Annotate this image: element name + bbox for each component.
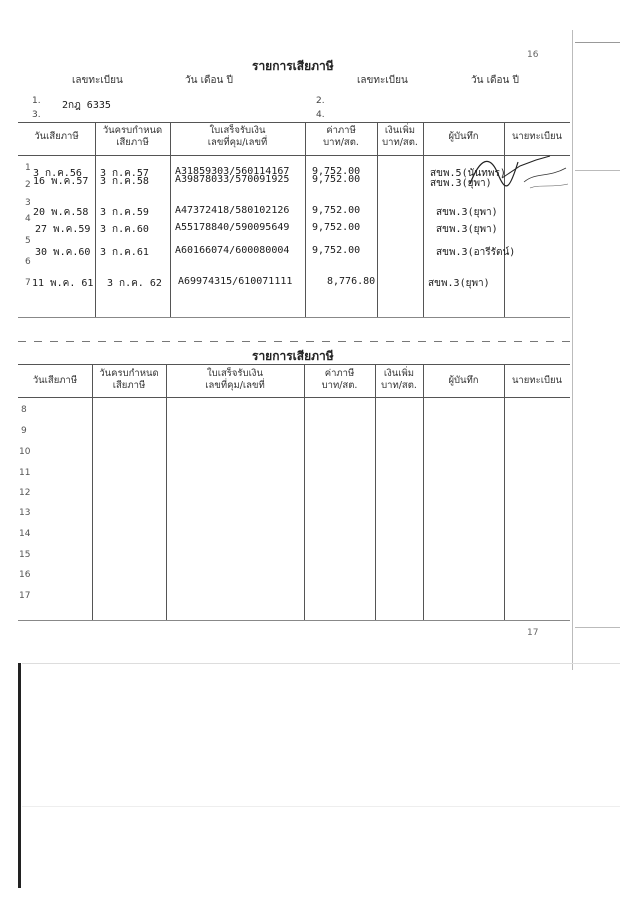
reg-entry-num: 2.	[316, 96, 325, 106]
col-header-extra: เงินเพิ่ม บาท/สต.	[382, 125, 418, 148]
row-number: 17	[19, 591, 31, 601]
scan-mark	[575, 627, 620, 628]
receipt-number: A31859303/560114167	[175, 166, 290, 177]
row-number: 3	[25, 198, 31, 208]
paid-date: 11 พ.ค. 61	[32, 278, 94, 289]
recorder: สขพ.3(ยุพา)	[428, 278, 490, 289]
right-date-label: วัน เดือน ปี	[471, 75, 519, 86]
scan-edge	[18, 663, 21, 888]
col-header-recorder: ผู้บันทึก	[448, 375, 479, 386]
scan-edge	[22, 663, 620, 664]
col-header-extra: เงินเพิ่ม บาท/สต.	[381, 368, 417, 391]
row-number: 6	[25, 257, 31, 267]
col-header-paid-date: วันเสียภาษี	[32, 375, 78, 386]
col-header-due-date: วันครบกำหนด เสียภาษี	[99, 368, 159, 391]
due-date: 3 ก.ค. 62	[107, 278, 162, 289]
row-number: 9	[21, 426, 27, 436]
col-header-tax: ค่าภาษี บาท/สต.	[321, 368, 358, 391]
tax-amount: 9,752.00	[312, 222, 361, 233]
receipt-number: A39878033/570091925	[175, 174, 290, 185]
row-number: 15	[19, 550, 31, 560]
signature-scribble	[440, 148, 570, 196]
recorder: สขพ.3(อารีรัตน์)	[436, 247, 516, 258]
scan-edge	[572, 30, 573, 670]
col-header-due-date: วันครบกำหนด เสียภาษี	[102, 125, 163, 148]
page-number-bottom: 17	[527, 628, 539, 638]
due-date: 3 ก.ค.61	[100, 247, 149, 258]
recorder: สขพ.3(ยุพา)	[436, 207, 498, 218]
row-number: 16	[19, 570, 31, 580]
tax-amount: 9,752.00	[312, 205, 361, 216]
receipt-number: A55178840/590095649	[175, 222, 290, 233]
reg-entry-num: 1.	[32, 96, 41, 106]
due-date: 3 ก.ค.59	[100, 207, 149, 218]
section1-title: รายการเสียภาษี	[252, 59, 334, 73]
paid-date: 30 พ.ค.60	[35, 247, 91, 258]
row-number: 8	[21, 405, 27, 415]
col-header-receipt: ใบเสร็จรับเงิน เลขที่คุม/เลขที่	[205, 368, 265, 391]
paid-date: 27 พ.ค.59	[35, 224, 91, 235]
scan-mark	[575, 42, 620, 43]
paid-date: 20 พ.ค.58	[33, 207, 89, 218]
due-date: 3 ก.ค.57	[100, 168, 149, 179]
recorder: สขพ.5(นันทพร)	[430, 168, 506, 179]
left-reg-label: เลขทะเบียน	[72, 75, 123, 86]
col-header-recorder: ผู้บันทึก	[448, 131, 479, 142]
due-date: 3 ก.ค.60	[100, 224, 149, 235]
due-date: 3 ก.ค.58	[100, 176, 149, 187]
col-header-receipt: ใบเสร็จรับเงิน เลขที่คุม/เลขที่	[207, 125, 268, 148]
reg-entry-num: 3.	[32, 110, 41, 120]
section-separator	[18, 341, 573, 342]
row-number: 12	[19, 488, 31, 498]
row-number: 5	[25, 236, 31, 246]
tax-amount: 9,752.00	[312, 245, 361, 256]
paid-date: 3 ก.ค.56	[33, 168, 82, 179]
receipt-number: A69974315/610071111	[178, 276, 293, 287]
row-number: 2	[25, 180, 31, 190]
col-header-paid-date: วันเสียภาษี	[34, 131, 79, 142]
reg-entry-num: 4.	[316, 110, 325, 120]
paid-date: 16 พ.ค.57	[33, 176, 89, 187]
col-header-tax: ค่าภาษี บาท/สต.	[323, 125, 359, 148]
row-number: 11	[19, 468, 31, 478]
receipt-number: A60166074/600080004	[175, 245, 290, 256]
reg-entry-value: 2กฎ 6335	[62, 100, 111, 111]
col-header-registrar: นายทะเบียน	[511, 131, 563, 142]
left-date-label: วัน เดือน ปี	[185, 75, 233, 86]
receipt-number: A47372418/580102126	[175, 205, 290, 216]
scan-mark	[575, 170, 620, 171]
row-number: 10	[19, 447, 31, 457]
row-number: 1	[25, 163, 31, 173]
row-number: 14	[19, 529, 31, 539]
scan-edge	[22, 806, 620, 807]
right-reg-label: เลขทะเบียน	[357, 75, 408, 86]
row-number: 4	[25, 214, 31, 224]
col-header-registrar: นายทะเบียน	[511, 375, 563, 386]
recorder: สขพ.3(ยุพา)	[430, 178, 492, 189]
tax-amount: 8,776.80	[327, 276, 376, 287]
tax-amount: 9,752.00	[312, 174, 361, 185]
recorder: สขพ.3(ยุพา)	[436, 224, 498, 235]
tax-amount: 9,752.00	[312, 166, 361, 177]
section2-title: รายการเสียภาษี	[252, 349, 334, 363]
row-number: 7	[25, 278, 31, 288]
row-number: 13	[19, 508, 31, 518]
page-number-top: 16	[527, 50, 539, 60]
